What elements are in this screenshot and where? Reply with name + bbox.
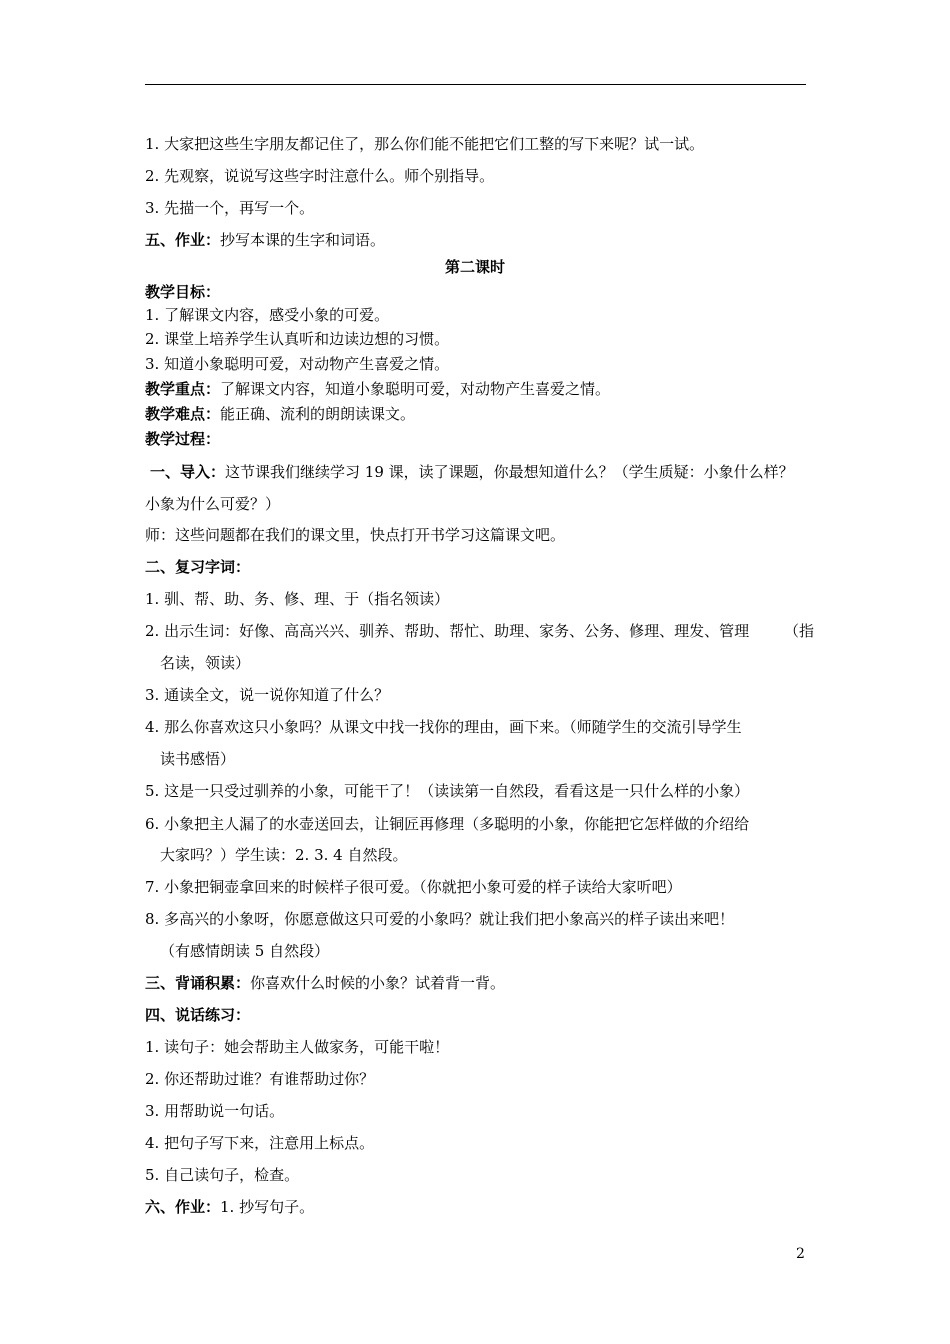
page-number: 2 <box>796 1246 805 1262</box>
text-line: （有感情朗读 5 自然段） <box>160 942 330 960</box>
text-line: 大家吗？）学生读：2. 3. 4 自然段。 <box>160 846 408 864</box>
section-text: 抄写本课的生字和词语。 <box>220 231 386 249</box>
section-homework-2 <box>145 1197 314 1217</box>
section-text: 1. 抄写句子。 <box>220 1198 315 1216</box>
lesson-title: 第二课时 <box>444 258 505 276</box>
text-line: 读书感悟） <box>160 750 236 768</box>
text-line: 5. 自己读句子，检查。 <box>145 1166 300 1184</box>
text-line: 1. 驯、帮、助、务、修、理、于（指名领读） <box>145 590 450 608</box>
text-line: 4. 把句子写下来，注意用上标点。 <box>145 1134 375 1152</box>
section-key-points <box>145 379 610 399</box>
text-line: 师：这些问题都在我们的课文里，快点打开书学习这篇课文吧。 <box>145 526 566 544</box>
text-line: 2. 课堂上培养学生认真听和边读边想的习惯。 <box>145 330 450 348</box>
section-heading: 三、背诵积累： <box>145 974 251 992</box>
section-heading: 六、作业： <box>145 1198 221 1216</box>
section-heading: 教学过程： <box>145 430 221 448</box>
section-heading: 一、导入： <box>150 463 226 481</box>
section-heading: 教学难点： <box>145 405 221 423</box>
section-text: 能正确、流利的朗朗读课文。 <box>220 405 416 423</box>
section-text: 这节课我们继续学习 19 课，读了课题，你最想知道什么？（学生质疑：小象什么样？ <box>225 463 794 481</box>
text-line: 2. 你还帮助过谁？有谁帮助过你？ <box>145 1070 375 1088</box>
section-heading: 教学目标： <box>145 283 221 301</box>
section-text: 你喜欢什么时候的小象？试着背一背。 <box>250 974 506 992</box>
section-text: 了解课文内容，知道小象聪明可爱，对动物产生喜爱之情。 <box>220 380 611 398</box>
text-line: 6. 小象把主人漏了的水壶送回去，让铜匠再修理（多聪明的小象，你能把它怎样做的介绍给 <box>145 815 750 833</box>
section-heading: 四、说话练习： <box>145 1006 251 1024</box>
section-recite <box>145 973 505 993</box>
text-line: 小象为什么可爱？） <box>145 495 281 513</box>
section-homework <box>145 230 385 250</box>
text-line: 2. 先观察，说说写这些字时注意什么。师个别指导。 <box>145 167 495 185</box>
text-line: 5. 这是一只受过驯养的小象，可能干了！（读读第一自然段，看看这是一只什么样的小象） <box>145 782 750 800</box>
section-heading: 二、复习字词： <box>145 558 251 576</box>
text-line: 1. 读句子：她会帮助主人做家务，可能干啦！ <box>145 1038 450 1056</box>
text-line: 3. 通读全文，说一说你知道了什么？ <box>145 686 390 704</box>
text-line: 8. 多高兴的小象呀，你愿意做这只可爱的小象吗？就让我们把小象高兴的样子读出来吧！ <box>145 910 735 928</box>
text-line: 1. 大家把这些生字朋友都记住了，那么你们能不能把它们工整的写下来呢？试一试。 <box>145 135 705 153</box>
text-line: 1. 了解课文内容，感受小象的可爱。 <box>145 306 390 324</box>
text-line: 3. 知道小象聪明可爱，对动物产生喜爱之情。 <box>145 355 450 373</box>
header-rule <box>145 84 806 85</box>
text-line: 4. 那么你喜欢这只小象吗？从课文中找一找你的理由，画下来。（师随学生的交流引导学生 <box>145 718 742 736</box>
text-line: 3. 先描一个，再写一个。 <box>145 199 315 217</box>
text-line: 名读，领读） <box>160 654 251 672</box>
section-heading: 教学重点： <box>145 380 221 398</box>
section-intro <box>150 462 794 482</box>
text-line: 3. 用帮助说一句话。 <box>145 1102 285 1120</box>
section-difficulties <box>145 404 415 424</box>
text-line: 2. 出示生词：好像、高高兴兴、驯养、帮助、帮忙、助理、家务、公务、修理、理发、管理 <box>145 622 750 640</box>
text-line-tail: （指 <box>784 622 815 640</box>
text-line: 7. 小象把铜壶拿回来的时候样子很可爱。（你就把小象可爱的样子读给大家听吧） <box>145 878 682 896</box>
section-heading: 五、作业： <box>145 231 221 249</box>
